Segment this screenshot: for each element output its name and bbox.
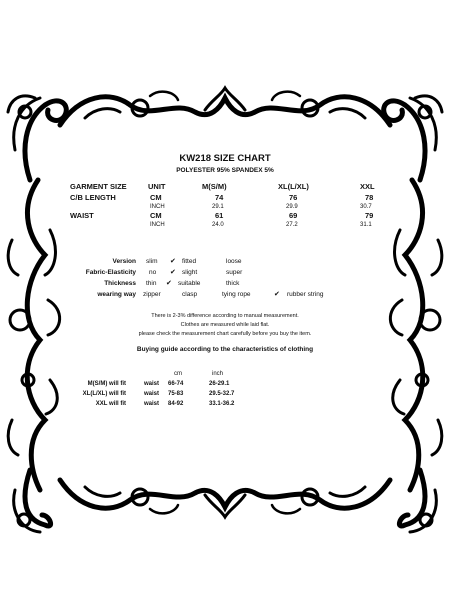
fit-inch-range: 29.5-32.7	[209, 391, 235, 397]
measurement-note: please check the measurement chart carefully before you buy the item.	[138, 331, 312, 337]
fit-part: waist	[144, 391, 160, 397]
row-label-waist: WAIST	[70, 211, 94, 220]
attr-option: slight	[182, 269, 198, 276]
checkmark-icon: ✔	[170, 258, 176, 265]
attr-label-thickness: Thickness	[104, 280, 136, 287]
waist-inch-xl: 27.2	[286, 222, 298, 228]
attr-option: thin	[146, 280, 157, 287]
attr-option: thick	[226, 280, 240, 287]
waist-cm-m: 61	[215, 211, 224, 220]
cb-length-cm-m: 74	[215, 193, 224, 202]
unit-inch: INCH	[150, 222, 165, 228]
attr-option: fitted	[182, 258, 197, 265]
header-size-m: M(S/M)	[202, 182, 227, 191]
header-size-xxl: XXL	[360, 182, 375, 191]
unit-cm: CM	[150, 211, 162, 220]
unit-inch: INCH	[150, 204, 165, 210]
measurement-note: Clothes are measured while laid flat.	[180, 322, 270, 328]
buying-guide-title: Buying guide according to the characteristics of clothing	[136, 346, 314, 353]
attr-label-wearing-way: wearing way	[97, 291, 136, 298]
fabric-composition: POLYESTER 95% SPANDEX 5%	[176, 167, 274, 174]
attr-label-version: Version	[112, 258, 136, 265]
unit-cm: CM	[150, 193, 162, 202]
fit-col-inch: inch	[212, 371, 224, 377]
waist-cm-xl: 69	[289, 211, 298, 220]
cb-length-cm-xl: 76	[289, 193, 298, 202]
fit-cm-range: 66-74	[168, 381, 184, 387]
waist-inch-xxl: 31.1	[360, 222, 372, 228]
cb-length-inch-xxl: 30.7	[360, 204, 372, 210]
cb-length-cm-xxl: 78	[365, 193, 374, 202]
top-scroll	[60, 97, 390, 125]
attr-option: clasp	[182, 291, 198, 298]
waist-inch-m: 24.0	[212, 222, 224, 228]
fit-label: XXL will fit	[95, 401, 126, 407]
attr-option: super	[226, 269, 243, 276]
attr-option: no	[149, 269, 157, 276]
attr-option: slim	[146, 258, 158, 265]
header-size-xl: XL(L/XL)	[278, 182, 309, 191]
attr-option: suitable	[178, 280, 201, 287]
fit-col-cm: cm	[174, 371, 182, 377]
fit-inch-range: 26-29.1	[209, 381, 230, 387]
fit-label: XL(L/XL) will fit	[82, 391, 126, 397]
header-unit: UNIT	[148, 182, 166, 191]
header-garment-size: GARMENT SIZE	[70, 182, 127, 191]
checkmark-icon: ✔	[170, 269, 176, 276]
chart-title: KW218 SIZE CHART	[179, 153, 271, 164]
attr-option: loose	[226, 258, 242, 265]
cb-length-inch-m: 29.1	[212, 204, 224, 210]
fit-cm-range: 84-92	[168, 401, 184, 407]
fit-label: M(S/M) will fit	[87, 381, 126, 387]
waist-cm-xxl: 79	[365, 211, 374, 220]
fit-part: waist	[144, 381, 160, 387]
cb-length-inch-xl: 29.9	[286, 204, 298, 210]
attr-label-fabric-elasticity: Fabric-Elasticity	[85, 269, 136, 276]
fit-inch-range: 33.1-36.2	[209, 401, 235, 407]
attr-option: rubber string	[287, 291, 324, 298]
row-label-cb-length: C/B LENGTH	[70, 193, 116, 202]
attr-option: zipper	[143, 291, 161, 298]
checkmark-icon: ✔	[166, 280, 172, 287]
checkmark-icon: ✔	[274, 291, 280, 298]
bottom-scroll	[60, 480, 390, 508]
fit-part: waist	[144, 401, 160, 407]
fit-cm-range: 75-83	[168, 391, 184, 397]
attr-option: tying rope	[222, 291, 251, 298]
measurement-note: There is 2-3% difference according to manual measurement.	[151, 313, 299, 319]
